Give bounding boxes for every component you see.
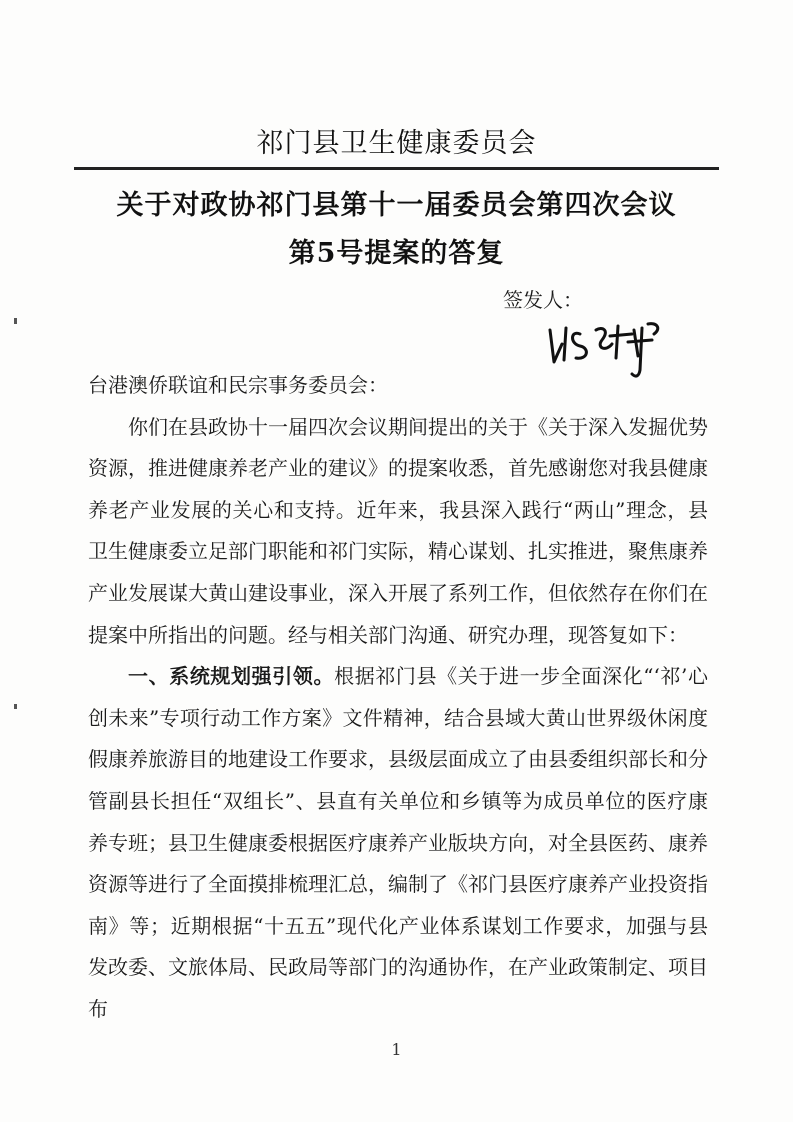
scan-speck	[14, 318, 17, 324]
section-1-body: 根据祁门县《关于进一步全面深化“‘祁’心创未来”专项行动工作方案》文件精神，结合县域大黄山世界级休闲度假康养旅游目的地建设工作要求，县级层面成立了由县委组织部长和分管副县长担任“双组长”、县直有关单位和乡镇等为成员单位的医疗康养专班；县卫生健康委根据医疗康养产业版块方向，对全县医药、康养资源等进行了全面摸排梳理汇总，编制了《祁门县医疗康养产业投资指南》等；近期根据“十五五”现代化产业体系谋划工作要求，加强与县发改委、文旅体局、民政局等部门的沟通协作，在产业政策制定、项目布	[88, 664, 708, 1021]
salutation: 台港澳侨联谊和民宗事务委员会：	[88, 373, 388, 397]
section-1-paragraph	[88, 656, 708, 1030]
letter-body	[88, 365, 708, 1031]
header-divider-line	[74, 167, 719, 170]
document-title-line-1: 关于对政协祁门县第十一届委员会第四次会议	[116, 190, 677, 221]
issuing-organization: 祁门县卫生健康委员会	[256, 128, 537, 159]
section-1-heading: 一、系统规划强引领。	[128, 664, 335, 689]
document-title-line-2: 第5号提案的答复	[288, 238, 505, 269]
scan-speck	[14, 704, 17, 709]
page-number: 1	[391, 1040, 402, 1059]
signer-label: 签发人：	[503, 288, 583, 312]
intro-paragraph: 你们在县政协十一届四次会议期间提出的关于《关于深入发掘优势资源，推进健康养老产业的建议》的提案收悉，首先感谢您对我县健康养老产业发展的关心和支持。近年来，我县深入践行“两山”理念，县卫生健康委立足部门职能和祁门实际，精心谋划、扎实推进，聚焦康养产业发展谋大黄山建设事业，深入开展了系列工作，但依然存在你们在提案中所指出的问题。经与相关部门沟通、研究办理，现答复如下：	[88, 414, 708, 647]
